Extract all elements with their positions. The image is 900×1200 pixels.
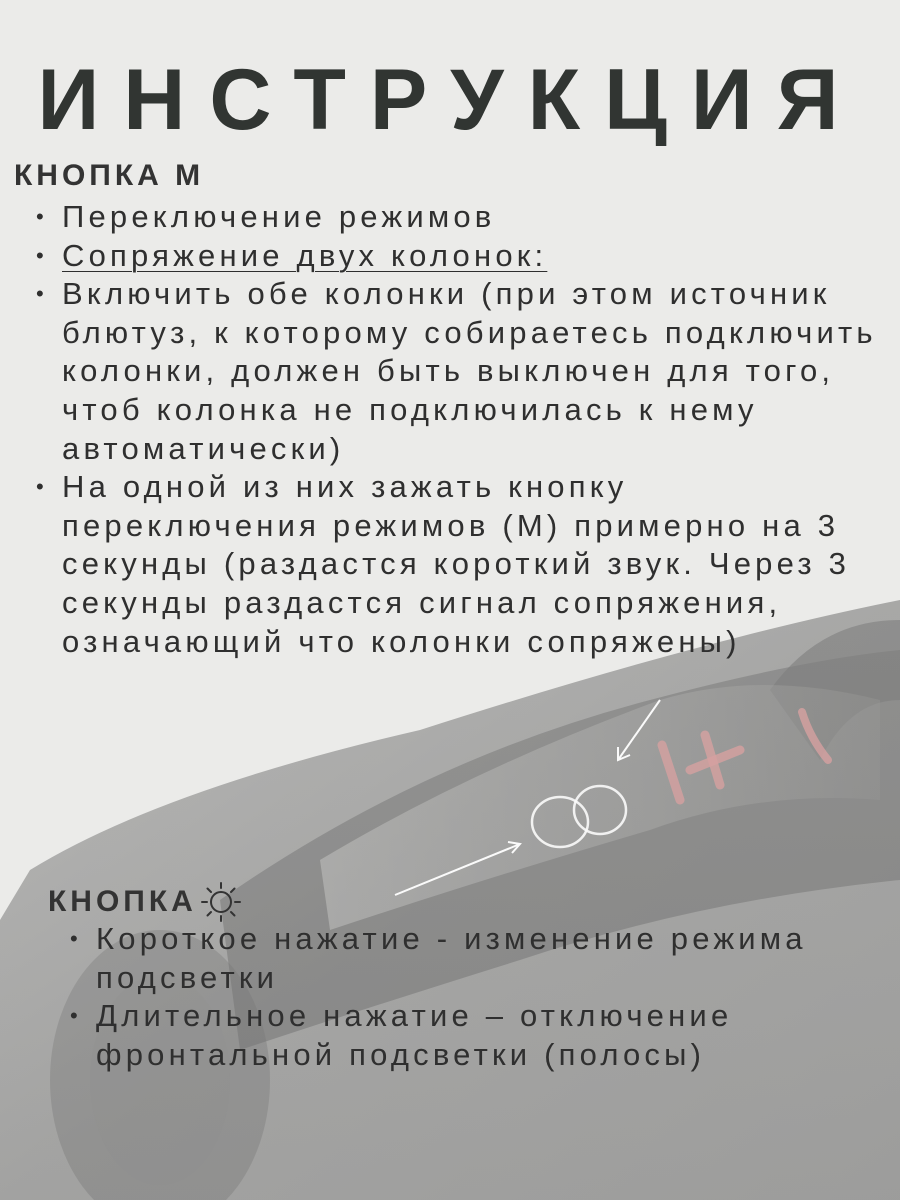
list-item: • Включить обе колонки (при этом источник блютуз, к которому собираетесь подключить колонки, должен быть выключен для того, чтоб колонка не подключилась к нему автоматически) (36, 276, 877, 466)
bullet-icon: • (70, 1003, 82, 1029)
list-item: • Короткое нажатие - изменение режима подсветки (70, 921, 807, 995)
bullet-icon: • (36, 281, 48, 307)
list-item: • Сопряжение двух колонок: (14, 237, 894, 276)
section-light-list (48, 920, 888, 1074)
bullet-icon: • (36, 474, 48, 500)
bullet-icon: • (36, 242, 48, 268)
section-m-heading: КНОПКА М (14, 159, 205, 192)
section-light-heading: КНОПКА (48, 880, 243, 924)
list-item: • На одной из них зажать кнопку переключения режимов (М) примерно на 3 секунды (раздастся короткий звук. Через 3 секунды раздастся сигнал сопряжения, означающий что колонки сопряжены) (36, 469, 851, 659)
section-m-list (14, 198, 894, 661)
bullet-icon: • (36, 204, 48, 229)
page-title: ИНСТРУКЦИЯ (37, 52, 863, 148)
list-item: • Длительное нажатие – отключение фронтальной подсветки (полосы) (70, 998, 733, 1072)
bullet-icon: • (70, 926, 82, 951)
sun-icon (199, 880, 243, 924)
list-item: • Переключение режимов (14, 198, 894, 237)
